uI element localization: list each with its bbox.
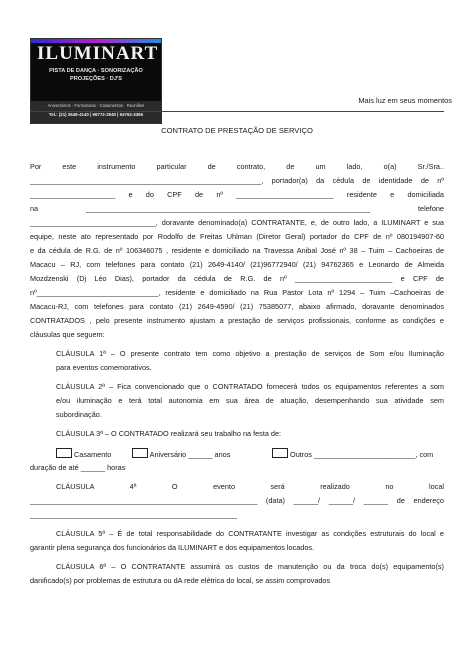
clause-6-line: danificado(s) por problemas de estrutura ou dA rede elétrica do local, se assim comprovados: [30, 576, 331, 585]
clause-1-line: CLÁUSULA 1ª – O presente contrato tem como objetivo a prestação de serviços de Som e/ou Iluminação: [56, 349, 444, 358]
paragraph-line: Mozdzenski (Dj Léo Dias), portador da cédula de R.G. de nº ________________________ e CPF de: [30, 274, 444, 283]
outros-label: Outros _________________________, com: [290, 450, 434, 459]
paragraph-line: Macacu – RJ, com telefones para contato (21) 2649-4140/ (21)96772940/ (21) 94762365 e Leonardo de Almeida: [30, 260, 444, 269]
slogan: Mais luz em seus momentos: [358, 96, 452, 105]
paragraph-line: cláusulas que seguem:: [30, 330, 105, 339]
paragraph-line: equipe, neste ato representado por Rodolfo de Freitas Uhlman (Diretor Geral) portador do CPF de nº 080194907-60: [30, 232, 444, 241]
paragraph-line: e da cédula de R.G. de nº 106346075 , residente e domiciliado na Travessa Anibal José nº 38 – Tuim – Cachoeiras de: [30, 246, 444, 255]
paragraph-line: _______________________________, doravante denominado(a) CONTRATANTE, e, de outro lado, a ILUMINART e sua: [30, 218, 444, 227]
paragraph-line: Por este instrumento particular de contrato, de um lado, o(a) Sr./Sra..: [30, 162, 444, 171]
aniversario-checkbox[interactable]: [132, 448, 148, 458]
casamento-label: Casamento: [74, 450, 112, 459]
clause-3-option-row: [56, 448, 111, 460]
clause-4-line: CLÁUSULA 4ª O evento será realizado no local: [56, 482, 444, 491]
clause-5-line: CLÁUSULA 5ª – É de total responsabilidade do CONTRATANTE investigar as condições estruturais do local e: [56, 529, 444, 538]
paragraph-line: CONTRATADOS , pelo presente instrumento ajustam a prestação de serviços profissionais, conforme as condições e: [30, 316, 444, 325]
clause-5-line: garantir plena segurança dos funcionários da ILUMINART e dos equipamentos locados.: [30, 543, 315, 552]
clause-2-line: CLÁUSULA 2ª – Fica convencionado que o CONTRATADO fornecerá todos os equipamentos referentes a som: [56, 382, 444, 391]
clause-3-option-row: [272, 448, 433, 460]
clause-6-line: CLÁUSULA 6ª – O CONTRATANTE assumirá os custos de manutenção ou da troca do(s) equipamento(s): [56, 562, 444, 571]
paragraph-line: Macacu-RJ, com telefones para contato (21) 2649-4590/ (21) 75385077, abaixo afirmado, doravante denominados: [30, 302, 444, 311]
clause-3-option-row: [132, 448, 230, 460]
paragraph-line: na ______________________________________________________________________ telefone: [30, 204, 444, 213]
clause-2-line: subordinação.: [56, 410, 102, 419]
logo-title: ILUMINART: [37, 43, 159, 64]
logo-tagline-2: PROJEÇÕES · DJ'S: [70, 76, 122, 82]
header-separator: [30, 111, 444, 112]
logo-services: Aniversários · Formaturas · Casamentos · Reuniões: [47, 103, 145, 108]
logo-phones: Tel.: (21) 2649-4140 | 96772-2940 | 94762-3365: [48, 112, 144, 117]
clause-1-line: para eventos comemorativos.: [56, 363, 152, 372]
aniversario-label: Aniversário ______ anos: [149, 450, 231, 459]
clause-3-duration: duração de até ______ horas: [30, 463, 126, 472]
clause-4-line: ___________________________________________________: [30, 510, 237, 519]
paragraph-line: _________________________________________________________, portador(a) da cédula de identidade de nº: [30, 176, 444, 185]
paragraph-line: _____________________ e do CPF de nº ________________________ residente e domiciliada: [30, 190, 444, 199]
clause-3-line: CLÁUSULA 3ª – O CONTRATADO realizará seu trabalho na festa de:: [56, 429, 282, 438]
paragraph-line: nº______________________________, residente e domiciliado na Rua Pastor Lota nº 1294 – Tuim –Cachoeiras de: [30, 288, 444, 297]
casamento-checkbox[interactable]: [56, 448, 72, 458]
document-title: CONTRATO DE PRESTAÇÃO DE SERVIÇO: [161, 126, 313, 135]
logo-tagline-1: PISTA DE DANÇA · SONORIZAÇÃO: [49, 68, 143, 74]
clause-4-line: ________________________________________________________ (data) ______/ ______/ ______ de endereço: [30, 496, 444, 505]
outros-checkbox[interactable]: [272, 448, 288, 458]
clause-2-line: e/ou iluminação e terá total autonomia em sua área de atuação, desempenhando sua atividade sem: [56, 396, 444, 405]
